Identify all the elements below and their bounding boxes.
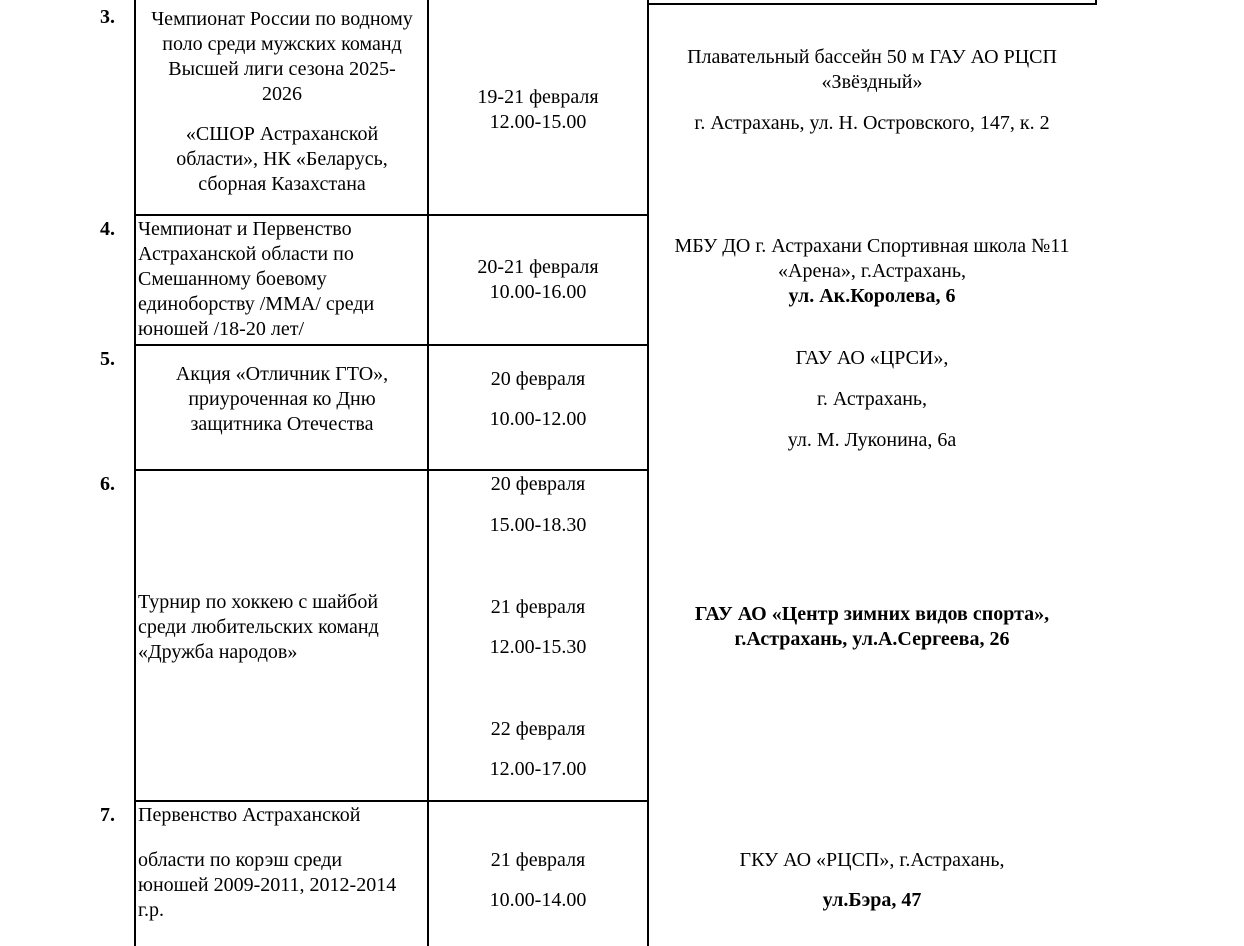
row-number: 7.	[100, 804, 115, 826]
schedule-date: 20 февраля	[490, 473, 586, 495]
event-line: юношей /18-20 лет/	[138, 318, 304, 340]
event-line: г.р.	[138, 899, 164, 921]
event-title	[138, 217, 426, 342]
row-divider-top	[647, 3, 1097, 5]
event-line: «СШОР Астраханской	[185, 123, 379, 145]
row-divider-5-6	[134, 469, 649, 471]
schedule-date: 22 февраля	[490, 718, 586, 740]
row-number: 6.	[100, 473, 115, 495]
column-divider-date-venue	[647, 0, 649, 946]
row-divider-6-7	[134, 800, 649, 802]
event-line: Турнир по хоккею с шайбой	[138, 591, 379, 613]
event-line: единоборству /ММА/ среди	[138, 293, 375, 315]
event-title: Первенство Астраханской	[138, 804, 361, 826]
date-text: 20-21 февраля	[477, 256, 599, 278]
venue-line: г.Астрахань, ул.А.Сергеева, 26	[734, 628, 1010, 650]
event-time: 10.00-12.00	[489, 408, 587, 430]
event-line: Высшей лиги сезона 2025-	[168, 58, 396, 80]
event-line: поло среди мужских команд	[162, 33, 402, 55]
venue-street: ул. М. Луконина, 6а	[787, 429, 957, 451]
venue-line: МБУ ДО г. Астрахани Спортивная школа №11	[674, 235, 1070, 257]
event-line: приуроченная ко Дню	[188, 388, 376, 410]
event-line: юношей 2009-2011, 2012-2014	[138, 874, 397, 896]
venue-line: «Звёздный»	[821, 71, 923, 93]
event-title	[138, 590, 426, 665]
event-line: Чемпионат России по водному	[151, 8, 413, 30]
event-line: области», НК «Беларусь,	[176, 148, 388, 170]
event-line: Чемпионат и Первенство	[138, 218, 352, 240]
row-divider-4-5	[134, 344, 649, 346]
event-line: 2026	[262, 83, 302, 105]
row-number: 5.	[100, 348, 115, 370]
event-venue	[650, 45, 1094, 95]
event-venue	[650, 234, 1094, 309]
event-line: защитника Отечества	[190, 413, 374, 435]
schedule-date: 21 февраля	[490, 596, 586, 618]
event-date	[429, 85, 647, 135]
row-number: 3.	[100, 6, 115, 28]
time-text: 12.00-15.00	[489, 111, 587, 133]
event-venue	[650, 602, 1094, 652]
time-text: 10.00-16.00	[489, 281, 587, 303]
venue-org: ГАУ АО «ЦРСИ»,	[795, 347, 949, 369]
venue-street: ул.Бэра, 47	[822, 889, 922, 911]
event-title-continued	[138, 848, 426, 923]
event-line: области по корэш среди	[138, 849, 343, 871]
venue-line: «Арена», г.Астрахань,	[778, 260, 966, 282]
venue-address: г. Астрахань, ул. Н. Островского, 147, к. 2	[694, 112, 1050, 134]
event-line: сборная Казахстана	[198, 173, 366, 195]
event-date	[429, 255, 647, 305]
row-divider-3-4	[134, 214, 649, 216]
schedule-time: 15.00-18.30	[489, 514, 587, 536]
event-title	[138, 7, 426, 107]
row-number: 4.	[100, 218, 115, 240]
event-date: 20 февраля	[490, 368, 586, 390]
event-line: Смешанному боевому	[138, 268, 327, 290]
table-border-left	[134, 0, 136, 946]
event-line: Астраханской области по	[138, 243, 354, 265]
venue-line: Плавательный бассейн 50 м ГАУ АО РЦСП	[687, 46, 1057, 68]
event-participants	[138, 122, 426, 197]
event-venue: ГКУ АО «РЦСП», г.Астрахань,	[739, 849, 1005, 871]
schedule-time: 12.00-17.00	[489, 758, 587, 780]
schedule-time: 12.00-15.30	[489, 636, 587, 658]
venue-street: ул. Ак.Королева, 6	[788, 285, 956, 307]
event-date: 21 февраля	[490, 849, 586, 871]
event-time: 10.00-14.00	[489, 889, 587, 911]
venue-line: ГАУ АО «Центр зимних видов спорта»,	[694, 603, 1050, 625]
venue-city: г. Астрахань,	[816, 388, 928, 410]
event-title	[138, 362, 426, 437]
date-text: 19-21 февраля	[477, 86, 599, 108]
event-line: «Дружба народов»	[138, 641, 298, 663]
event-line: Акция «Отличник ГТО»,	[175, 363, 389, 385]
event-line: среди любительских команд	[138, 616, 379, 638]
